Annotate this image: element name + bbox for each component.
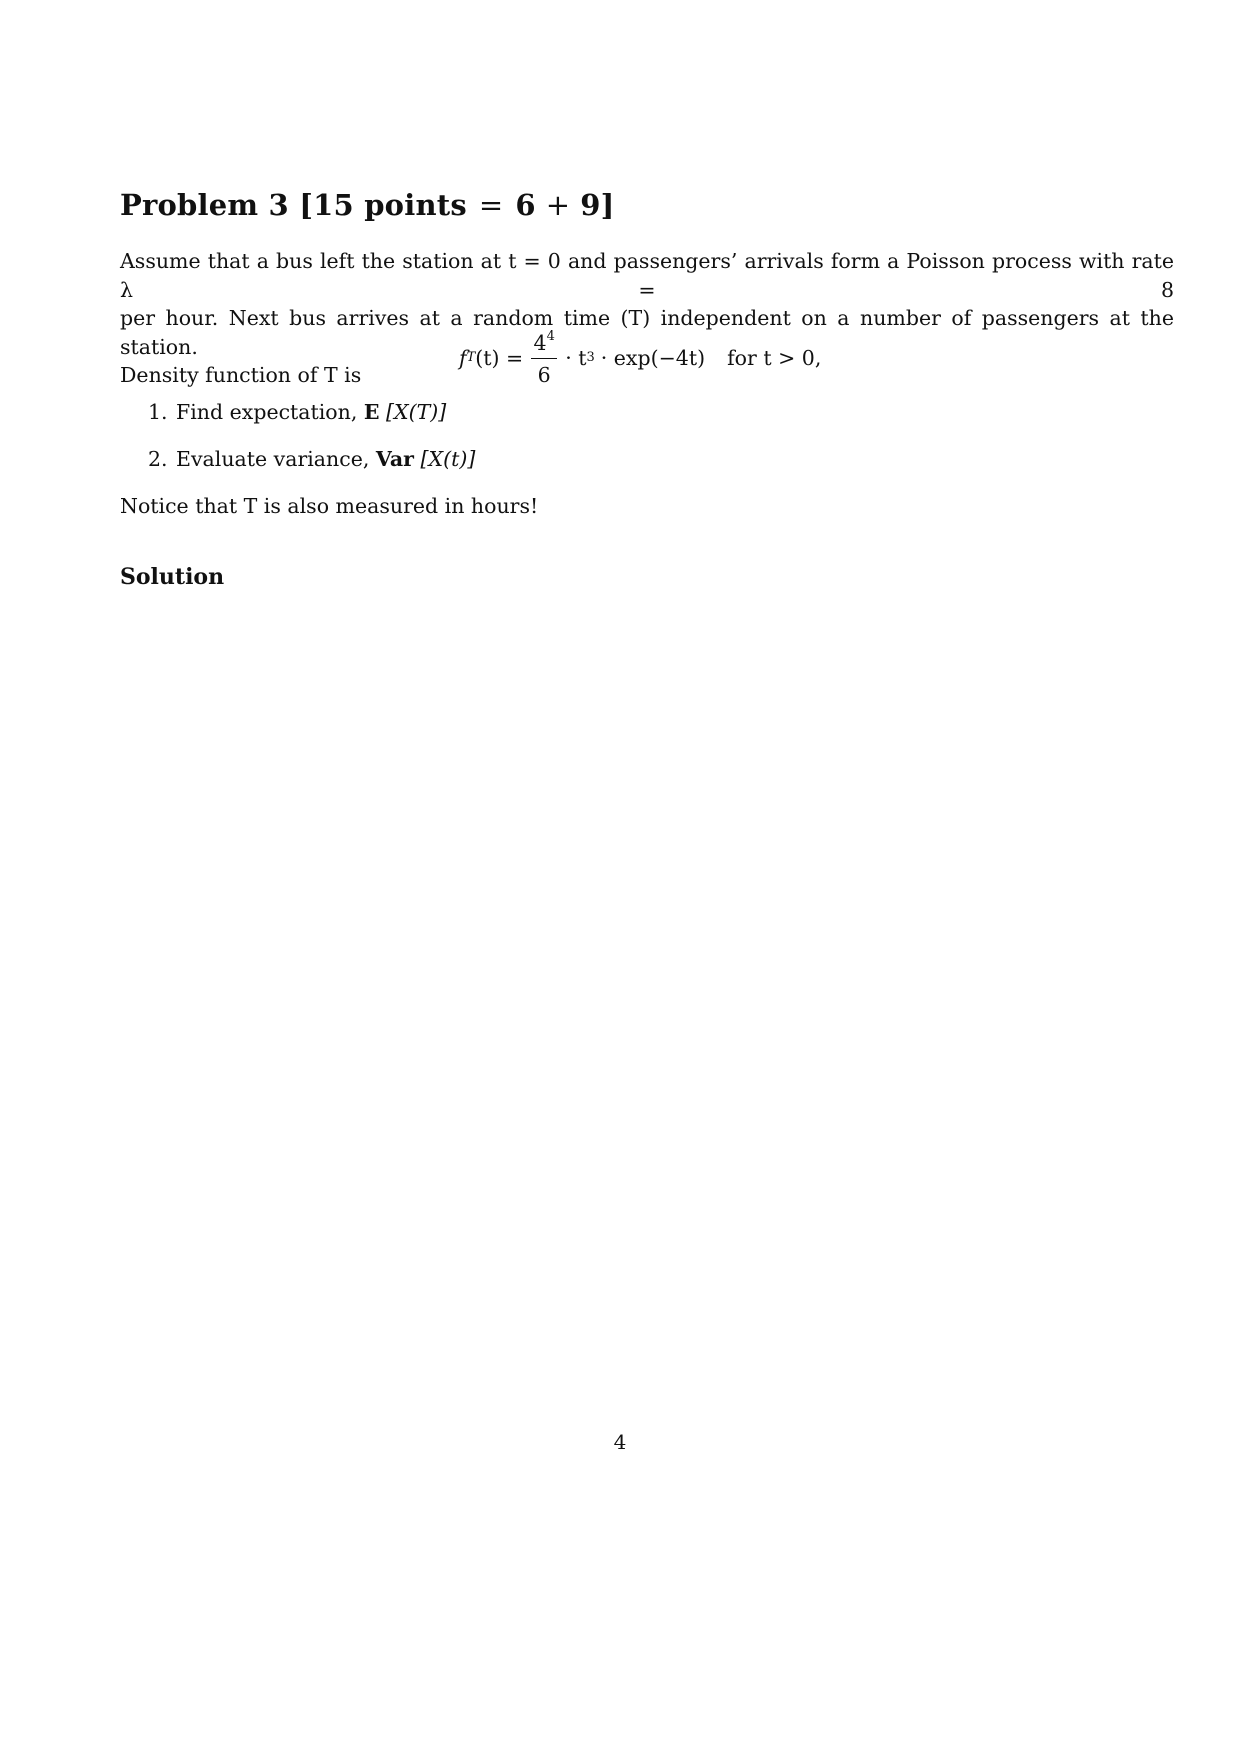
numerator-base: 4: [533, 331, 547, 355]
task-text: Find expectation,: [176, 400, 364, 424]
equation-power-term: · t: [565, 345, 587, 370]
task-number: 1.: [148, 400, 168, 424]
numerator-exponent: 4: [546, 329, 555, 344]
problem-heading: [120, 188, 615, 222]
points-part-b: 9]: [580, 188, 615, 222]
page-number: 4: [613, 1430, 627, 1454]
statement-line-2: per hour. Next bus arrives at a random time (T) independent on a number of passengers at the station.: [120, 306, 1174, 359]
task-operator: Var: [375, 447, 414, 471]
points-part-a: 6: [515, 188, 536, 222]
power-term-exponent: 3: [586, 350, 595, 365]
task-number: 2.: [148, 447, 168, 471]
task-item-1: [148, 400, 446, 424]
equation-lhs-argument: (t) =: [475, 345, 524, 370]
task-argument: [X(T)]: [379, 400, 447, 424]
task-operator: E: [363, 400, 380, 424]
fraction-numerator: [534, 330, 555, 358]
task-item-2: [148, 447, 475, 471]
equation-condition: for t > 0,: [727, 345, 822, 370]
notice-text: Notice that T is also measured in hours!: [120, 494, 539, 518]
task-argument: [X(t)]: [413, 447, 476, 471]
equation-lhs: f: [459, 345, 467, 370]
fraction-denominator: 6: [537, 362, 551, 387]
statement-line-1: Assume that a bus left the station at t = 0 and passengers’ arrivals form a Poisson process with rate λ = 8: [120, 249, 1174, 302]
equation-exp-term: · exp(−4t): [600, 345, 706, 370]
solution-heading: Solution: [120, 564, 225, 590]
statement-line-3: Density function of T is: [120, 363, 362, 387]
equation-fraction: [531, 330, 557, 385]
task-text: Evaluate variance,: [176, 447, 376, 471]
points-label: [15 points: [299, 188, 467, 222]
points-equals: =: [478, 188, 504, 222]
equation-lhs-superscript: T: [466, 350, 476, 365]
points-plus: +: [545, 188, 571, 222]
problem-title: Problem 3: [120, 188, 289, 222]
density-equation: [459, 330, 821, 385]
